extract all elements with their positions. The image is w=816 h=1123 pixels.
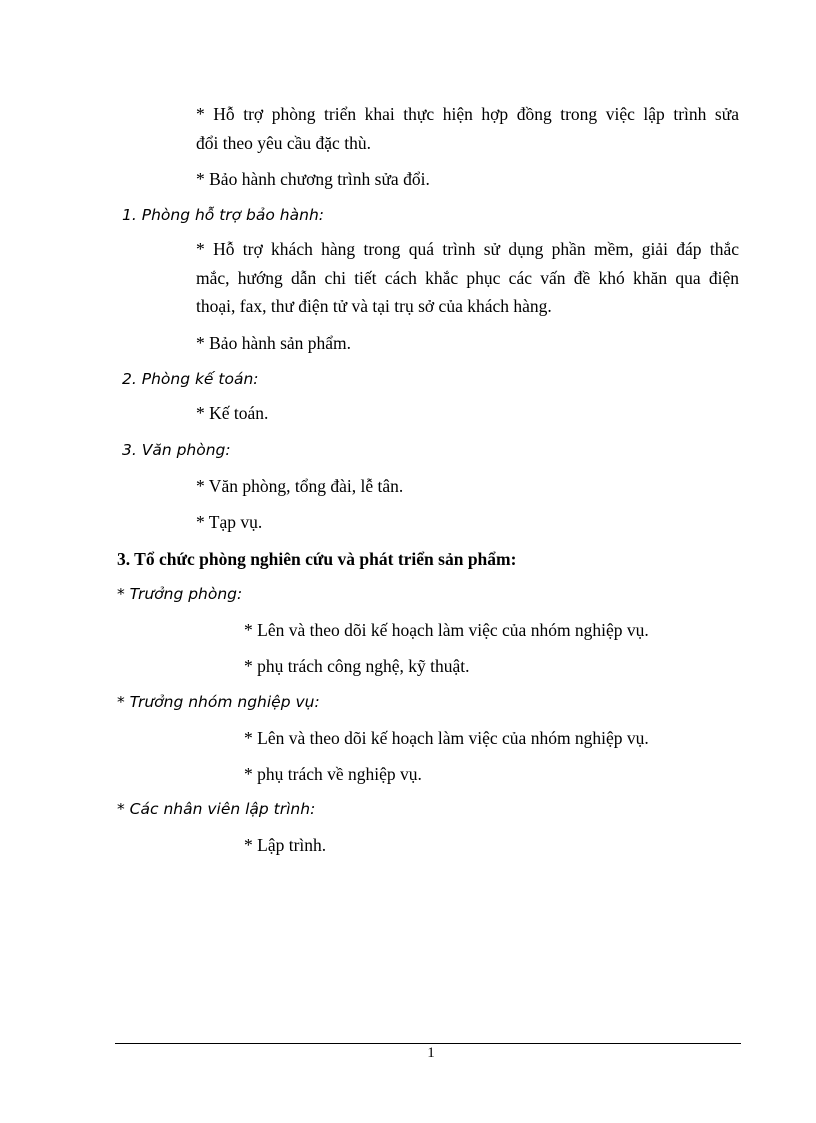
section-heading-office: 3. Văn phòng: [122,441,231,459]
bullet-warranty-modified-program: * Bảo hành chương trình sửa đổi. [196,169,430,189]
bullet-support-deployment-line1: * Hỗ trợ phòng triển khai thực hiện hợp đồng trong việc lập trình sửa [196,104,739,124]
bullet-customer-support-line2: mắc, hướng dẫn chi tiết cách khắc phục các vấn đề khó khăn qua điện [196,268,739,288]
bullet-customer-support-line1: * Hỗ trợ khách hàng trong quá trình sử dụng phần mềm, giải đáp thắc [196,239,739,259]
section-heading-warranty-support: 1. Phòng hỗ trợ bảo hành: [122,206,324,224]
bullet-office-reception: * Văn phòng, tổng đài, lễ tân. [196,476,404,496]
duty-plan-tracking-1: * Lên và theo dõi kế hoạch làm việc của nhóm nghiệp vụ. [244,620,649,640]
bullet-support-deployment-line2: đổi theo yêu cầu đặc thù. [196,133,371,153]
role-label-programmers: * Các nhân viên lập trình: [117,800,316,818]
bullet-accounting: * Kế toán. [196,403,269,423]
page-number: 1 [427,1045,435,1061]
duty-technology: * phụ trách công nghệ, kỹ thuật. [244,656,470,676]
duty-programming: * Lập trình. [244,835,327,855]
duty-plan-tracking-2: * Lên và theo dõi kế hoạch làm việc của nhóm nghiệp vụ. [244,728,649,748]
section-heading-accounting: 2. Phòng kế toán: [122,370,259,388]
role-label-head-of-department: * Trưởng phòng: [117,585,243,603]
bullet-miscellaneous: * Tạp vụ. [196,512,263,532]
bullet-customer-support-line3: thoại, fax, thư điện tử và tại trụ sở của khách hàng. [196,296,552,316]
bullet-product-warranty: * Bảo hành sản phẩm. [196,333,352,353]
part-title-rnd: 3. Tổ chức phòng nghiên cứu và phát triển sản phẩm: [117,549,517,569]
duty-business: * phụ trách về nghiệp vụ. [244,764,422,784]
role-label-team-lead: * Trưởng nhóm nghiệp vụ: [117,693,320,711]
